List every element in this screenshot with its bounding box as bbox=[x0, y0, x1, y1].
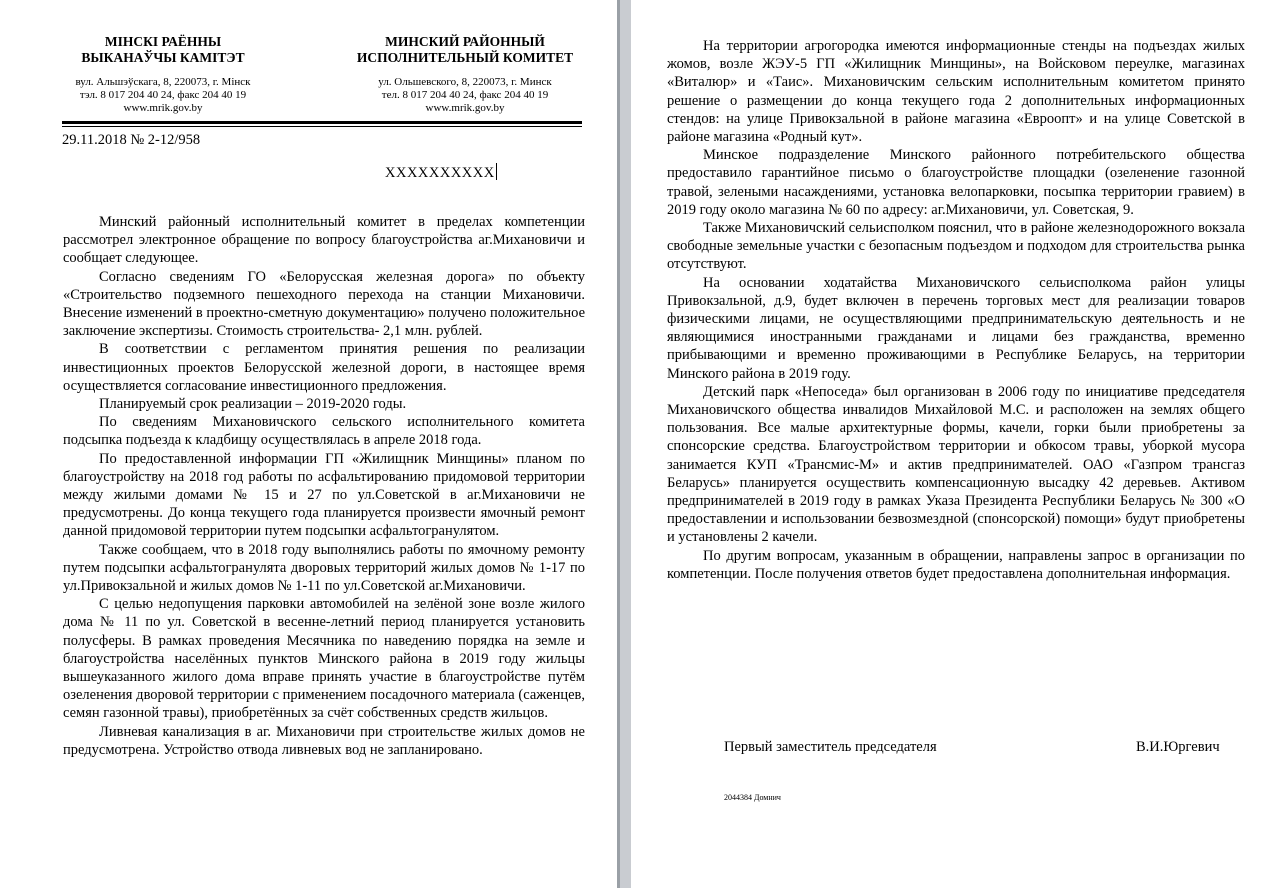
executor-note: 2044384 Домнич bbox=[724, 793, 781, 802]
header-russian bbox=[350, 34, 580, 115]
paragraph: По сведениям Михановичского сельского исполнительного комитета подсыпка подъезда к кладбищу осуществлялась в апреле 2018 года. bbox=[63, 414, 585, 449]
document-date-number: 29.11.2018 № 2-12/958 bbox=[62, 132, 201, 148]
website-line: www.mrik.gov.by bbox=[123, 102, 203, 114]
header-divider-thin bbox=[62, 126, 582, 127]
paragraph: По другим вопросам, указанным в обращении, направлены запрос в организации по компетенции. После получения ответов будет предоставлена дополнительная информация. bbox=[667, 547, 1245, 582]
signatory-name: В.И.Юргевич bbox=[1136, 739, 1220, 755]
phone-line: тел. 8 017 204 40 24, факс 204 40 19 bbox=[381, 89, 549, 101]
paragraph: На основании ходатайства Михановичского сельисполкома район улицы Привокзальной, д.9, будет включен в перечень торговых мест для реализации товаров физическими лицами, не осуществляющими предпринимательскую деятельность и не являющимися иностранными гражданами и лицами без гражданства, временно прибывающими и временно проживающими в Республике Беларусь, на территории Минского района в 2019 году. bbox=[667, 274, 1245, 382]
paragraph: Минский районный исполнительный комитет в пределах компетенции рассмотрел электронное обращение по вопросу благоустройства аг.Михановичи и сообщает следующее. bbox=[63, 214, 585, 267]
paragraph: С целью недопущения парковки автомобилей на зелёной зоне возле жилого дома № 11 по ул. Советской в весенне-летний период планируется установить полусферы. В рамках проведения Месячника по наведению порядка на земле и благоустройства населённых пунктов Минского района в 2019 году жильцы вышеуказанного жилого дома вправе принять участие в благоустройстве путём озеленения дворовой территории с применением посадочного материала (саженцев, семян газонной травы), приобретённых за счёт собственных средств жильцов. bbox=[63, 596, 585, 722]
addressee-text: ХХХХХХХХХХ bbox=[385, 165, 495, 181]
org-name-line: ИСПОЛНИТЕЛЬНЫЙ КОМИТЕТ bbox=[356, 50, 574, 65]
document-page-1 bbox=[0, 0, 617, 888]
letter-body-page-2[interactable] bbox=[667, 37, 1245, 583]
org-name-line: МІНСКІ РАЁННЫ bbox=[104, 34, 222, 49]
paragraph: В соответствии с регламентом принятия решения по реализации инвестиционных проектов Белорусской железной дороги, в настоящее время осуществляется согласование инвестиционного предложения. bbox=[63, 341, 585, 394]
header-divider-thick bbox=[62, 121, 582, 124]
address-line: вул. Альшэўскага, 8, 220073, г. Мінск bbox=[75, 76, 251, 88]
paragraph: Планируемый срок реализации – 2019-2020 годы. bbox=[99, 396, 407, 413]
paragraph: На территории агрогородка имеются информационные стенды на подъездах жилых жомов, возле ЖЭУ-5 ГП «Жилищник Минщины», на Войсковом переулке, магазинах «Виталюр» и «Таис». Михановичским сельским исполнительным комитетом принято решение о размещении до конца текущего года 2 дополнительных информационных стендов: на улице Привокзальной в районе магазина «Евроопт» и на улице Советской в районе магазина «Родный кут». bbox=[667, 38, 1245, 146]
header-belarusian bbox=[48, 34, 278, 115]
paragraph: Также Михановичский сельисполком пояснил, что в районе железнодорожного вокзала свободные земельные участки с безопасным подъездом и подходом для строительства рынка отсутствуют. bbox=[667, 220, 1245, 273]
paragraph: Минское подразделение Минского районного потребительского общества предоставило гарантийное письмо о благоустройстве площадки (озеленение газонной травой, зелеными насаждениями, установка велопарковки, посыпка территории гравием) в 2019 году около магазина № 60 по адресу: аг.Михановичи, ул. Советская, 9. bbox=[667, 147, 1245, 218]
letter-body-page-1[interactable] bbox=[63, 213, 585, 759]
page-gap bbox=[617, 0, 631, 888]
signatory-position: Первый заместитель председателя bbox=[724, 739, 937, 755]
addressee[interactable] bbox=[385, 163, 497, 182]
paragraph: Детский парк «Непоседа» был организован в 2006 году по инициативе председателя Михановичского общества инвалидов Михайловой М.С. и расположен на землях общего пользования. Все малые архитектурные формы, качели, горки были приобретены за спонсорские средства. Благоустройством территории и обкосом травы, уборкой мусора занимается КУП «Трансмис-М» и актив предпринимателей. ОАО «Газпром трансгаз Беларусь» планируется осуществить компенсационную высадку 42 деревьев. Активом предпринимателей в 2019 году в рамках Указа Президента Республики Беларусь № 300 «О предоставлении и использовании безвозмездной (спонсорской) помощи» будут приобретены и установлены 2 качели. bbox=[667, 383, 1245, 546]
paragraph: Ливневая канализация в аг. Михановичи при строительстве жилых домов не предусмотрена. Устройство отвода ливневых вод не запланировано. bbox=[63, 723, 585, 758]
org-name-line: МИНСКИЙ РАЙОННЫЙ bbox=[385, 34, 545, 49]
org-name-line: ВЫКАНАЎЧЫ КАМІТЭТ bbox=[81, 50, 245, 65]
paragraph: Также сообщаем, что в 2018 году выполнялись работы по ямочному ремонту путем подсыпки асфальтогранулята дворовых территорий жилых домов № 1-17 по ул.Привокзальной и жилых домов № 1-11 по ул.Советской аг.Михановичи. bbox=[63, 541, 585, 595]
paragraph: Согласно сведениям ГО «Белорусская железная дорога» по объекту «Строительство подземного пешеходного перехода на станции Михановичи. Внесение изменений в проектно-сметную документацию» получено положительное заключение экспертизы. Стоимость строительства- 2,1 млн. рублей. bbox=[63, 268, 585, 340]
text-cursor bbox=[496, 163, 498, 180]
document-page-2 bbox=[631, 0, 1280, 888]
website-line: www.mrik.gov.by bbox=[425, 102, 505, 114]
paragraph: По предоставленной информации ГП «Жилищник Минщины» планом по благоустройству на 2018 год работы по асфальтированию придомовой территории между жилыми домами № 15 и 27 по ул.Советской в аг.Михановичи не предусмотрены. До конца текущего года планируется произвести ямочный ремонт данной придомовой территории путем подсыпки асфальтогранулятом. bbox=[63, 450, 585, 540]
phone-line: тэл. 8 017 204 40 24, факс 204 40 19 bbox=[79, 89, 247, 101]
address-line: ул. Ольшевского, 8, 220073, г. Минск bbox=[378, 76, 552, 88]
